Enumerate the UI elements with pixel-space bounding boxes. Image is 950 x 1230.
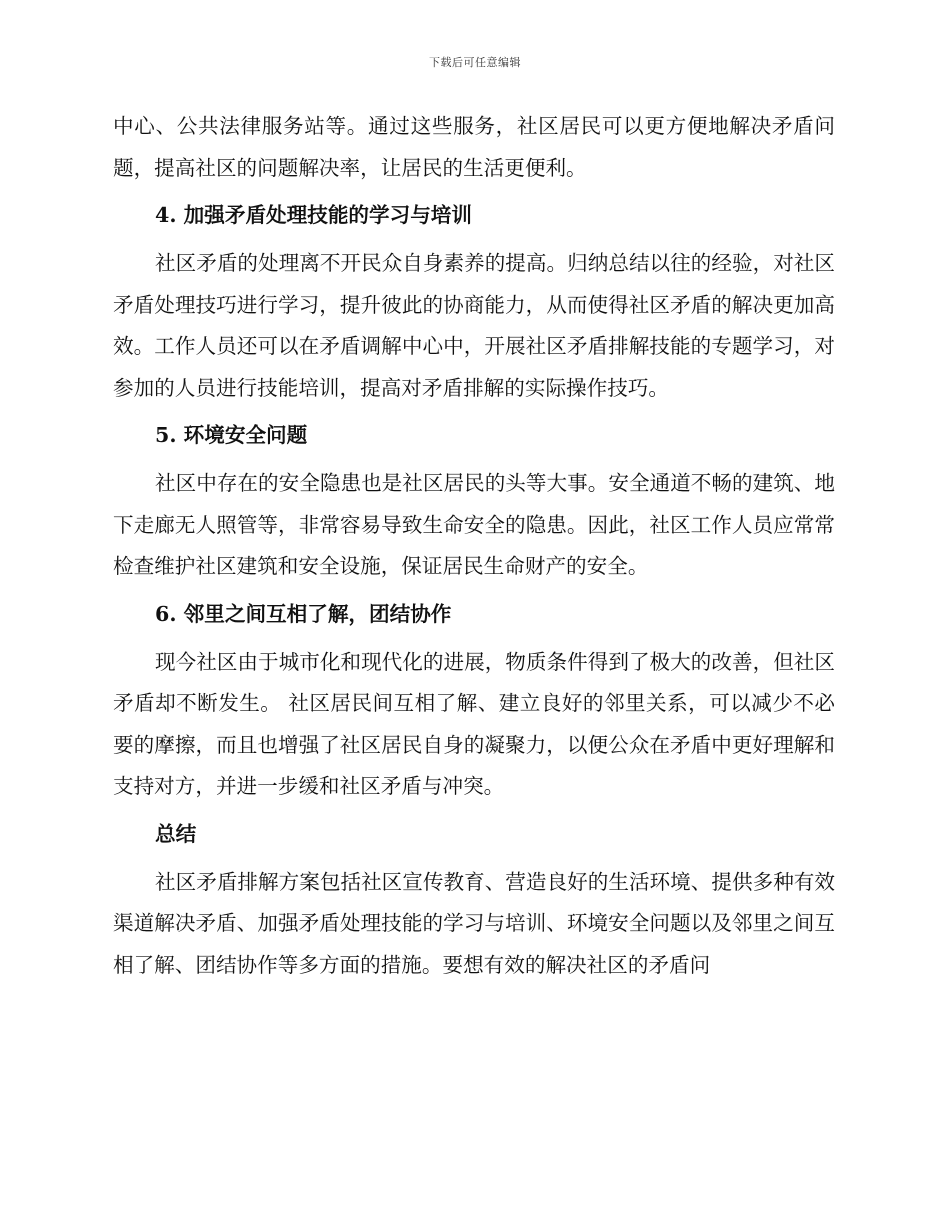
paragraph-continued: 中心、公共法律服务站等。通过这些服务，社区居民可以更方便地解决矛盾问题，提高社区的问题解决率，让居民的生活更便利。: [113, 114, 835, 180]
paragraph-environment-safety: 社区中存在的安全隐患也是社区居民的头等大事。安全通道不畅的建筑、地下走廊无人照管等，非常容易导致生命安全的隐患。因此，社区工作人员应常常检查维护社区建筑和安全设施，保证居民生命财产的安全。: [113, 471, 835, 578]
section-heading-5: 5. 环境安全问题: [155, 423, 308, 447]
paragraph-summary: 社区矛盾排解方案包括社区宣传教育、营造良好的生活环境、提供多种有效渠道解决矛盾、加强矛盾处理技能的学习与培训、环境安全问题以及邻里之间互相了解、团结协作等多方面的措施。要想有效的解决社区的矛盾问: [113, 869, 835, 977]
page-header: 下载后可任意编辑: [429, 56, 521, 69]
section-heading-summary: 总结: [155, 821, 197, 846]
document-body: [113, 106, 835, 986]
paragraph-neighbors: 现今社区由于城市化和现代化的进展，物质条件得到了极大的改善，但社区矛盾却不断发生。 社区居民间互相了解、建立良好的邻里关系，可以减少不必要的摩擦，而且也增强了社区居民自身的凝聚力，以便公众在矛盾中更好理解和支持对方，并进一步缓和社区矛盾与冲突。: [113, 649, 835, 798]
section-heading-4: 4. 加强矛盾处理技能的学习与培训: [155, 203, 472, 227]
paragraph-skills-training: 社区矛盾的处理离不开民众自身素养的提高。归纳总结以往的经验，对社区矛盾处理技巧进行学习，提升彼此的协商能力，从而使得社区矛盾的解决更加高效。工作人员还可以在矛盾调解中心中，开展社区矛盾排解技能的专题学习，对参加的人员进行技能培训，提高对矛盾排解的实际操作技巧。: [113, 251, 835, 400]
section-heading-6: 6. 邻里之间互相了解，团结协作: [155, 601, 452, 626]
